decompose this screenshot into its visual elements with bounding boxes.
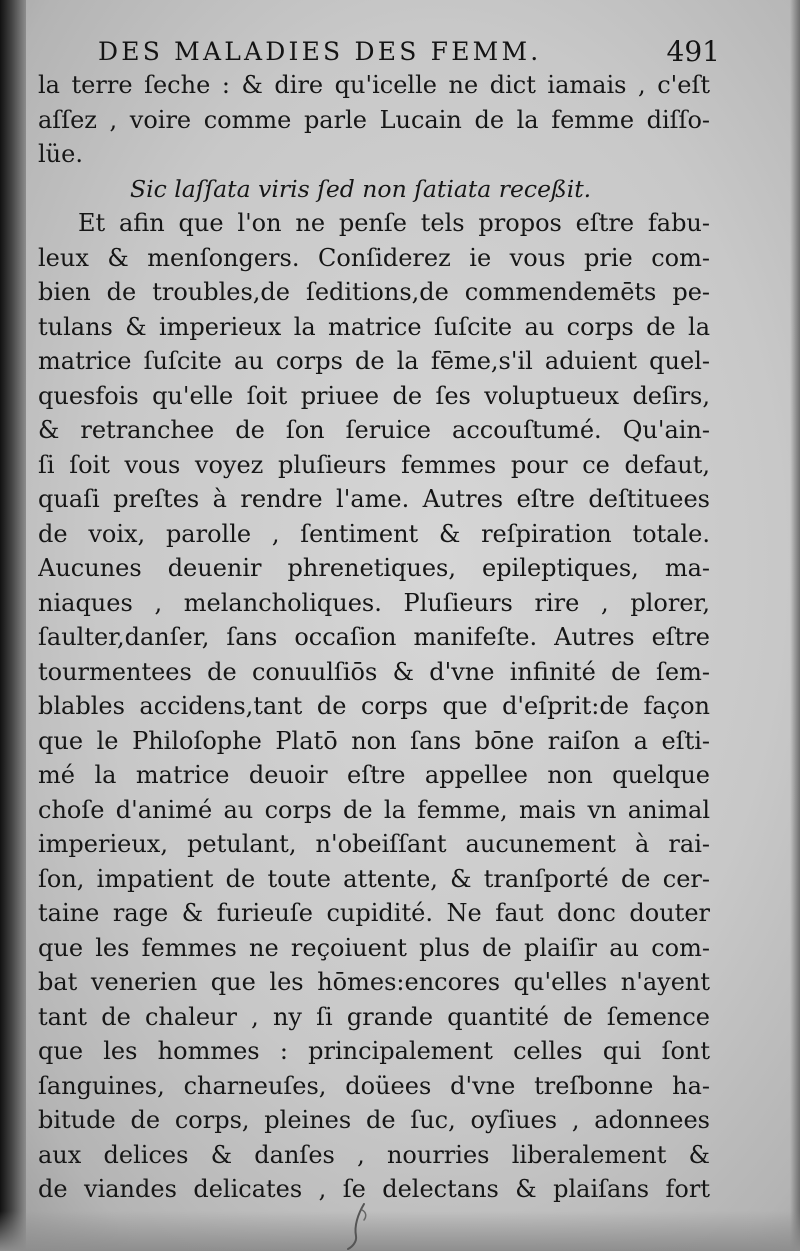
text-line: tulans & imperieux la matrice ſuſcite au corps de la [38,312,710,341]
body-text [38,68,710,1207]
text-line: imperieux, petulant, n'obeiſſant aucunement à rai- [38,830,710,858]
verse-quotation: Sic laſſata viris ſed non ſatiata receßit. [130,174,592,203]
text-line: taine rage & furieuſe cupidité. Ne faut donc douter [38,899,710,927]
text-line: la terre ſeche : & dire qu'icelle ne dict iamais , c'eſt [38,71,710,99]
text-line: aux delices & danſes , nourries liberalement & [38,1140,710,1169]
text-line: de viandes delicates , ſe delectans & plaiſans fort [38,1175,710,1203]
page-bottom-shadow [0,1211,800,1251]
text-line: quesfois qu'elle ſoit priuee de ſes voluptueux deſirs, [38,381,710,410]
text-line: Aucunes deuenir phrenetiques, epileptiques, ma- [38,554,710,582]
text-line: tant de chaleur , ny ſi grande quantité de ſemence [38,1002,710,1031]
text-line: bien de troubles,de ſeditions,de commendemēts pe- [38,278,710,306]
text-line: choſe d'animé au corps de la femme, mais vn animal [38,795,710,824]
running-title: DES MALADIES DES FEMM. [98,37,542,66]
text-line: lüe. [38,140,83,168]
text-line: & retranchee de ſon ſeruice accouſtumé. Qu'ain- [38,416,710,444]
text-line: ſon, impatient de toute attente, & tranſporté de cer- [38,864,710,893]
text-line: que le Philoſophe Platō non ſans bōne raiſon a eſti- [38,726,710,755]
text-line: ſanguines, charneuſes, doüees d'vne treſbonne ha- [38,1071,710,1100]
text-line: que les femmes ne reçoiuent plus de plaiſir au com- [38,933,710,962]
text-line: que les hommes : principalement celles qui ſont [38,1037,710,1065]
text-line: mé la matrice deuoir eſtre appellee non quelque [38,761,710,789]
ink-flourish-mark [340,1200,380,1251]
text-line: de voix, parolle , ſentiment & reſpiration totale. [38,519,710,548]
text-line: aſſez , voire comme parle Lucain de la femme diſſo- [38,105,710,134]
text-line: quaſi preſtes à rendre l'ame. Autres eſtre deſtituees [38,485,710,513]
text-line: ſaulter,danſer, ſans occaſion manifeſte. Autres eſtre [38,623,710,651]
text-line: bat venerien que les hōmes:encores qu'elles n'ayent [38,968,710,996]
book-gutter-shadow [0,0,26,1251]
text-line: bitude de corps, pleines de ſuc, oyſiues , adonnees [38,1106,710,1134]
page-number: 491 [666,35,720,68]
page-edge-shadow [790,0,800,1251]
text-line: tourmentees de conuulſiōs & d'vne infinité de ſem- [38,657,710,686]
text-line: matrice ſuſcite au corps de la fēme,s'il aduient quel- [38,347,710,375]
paragraph-first-line: Et afin que l'on ne penſe tels propos eſtre fabu- [78,209,710,237]
text-line: blables accidens,tant de corps que d'eſprit:de façon [38,692,710,720]
text-line: leux & menſongers. Conſiderez ie vous prie com- [38,243,710,272]
text-line: ſi ſoit vous voyez pluſieurs femmes pour ce defaut, [38,450,710,479]
page-header [98,32,720,72]
text-line: niaques , melancholiques. Pluſieurs rire , plorer, [38,588,710,617]
